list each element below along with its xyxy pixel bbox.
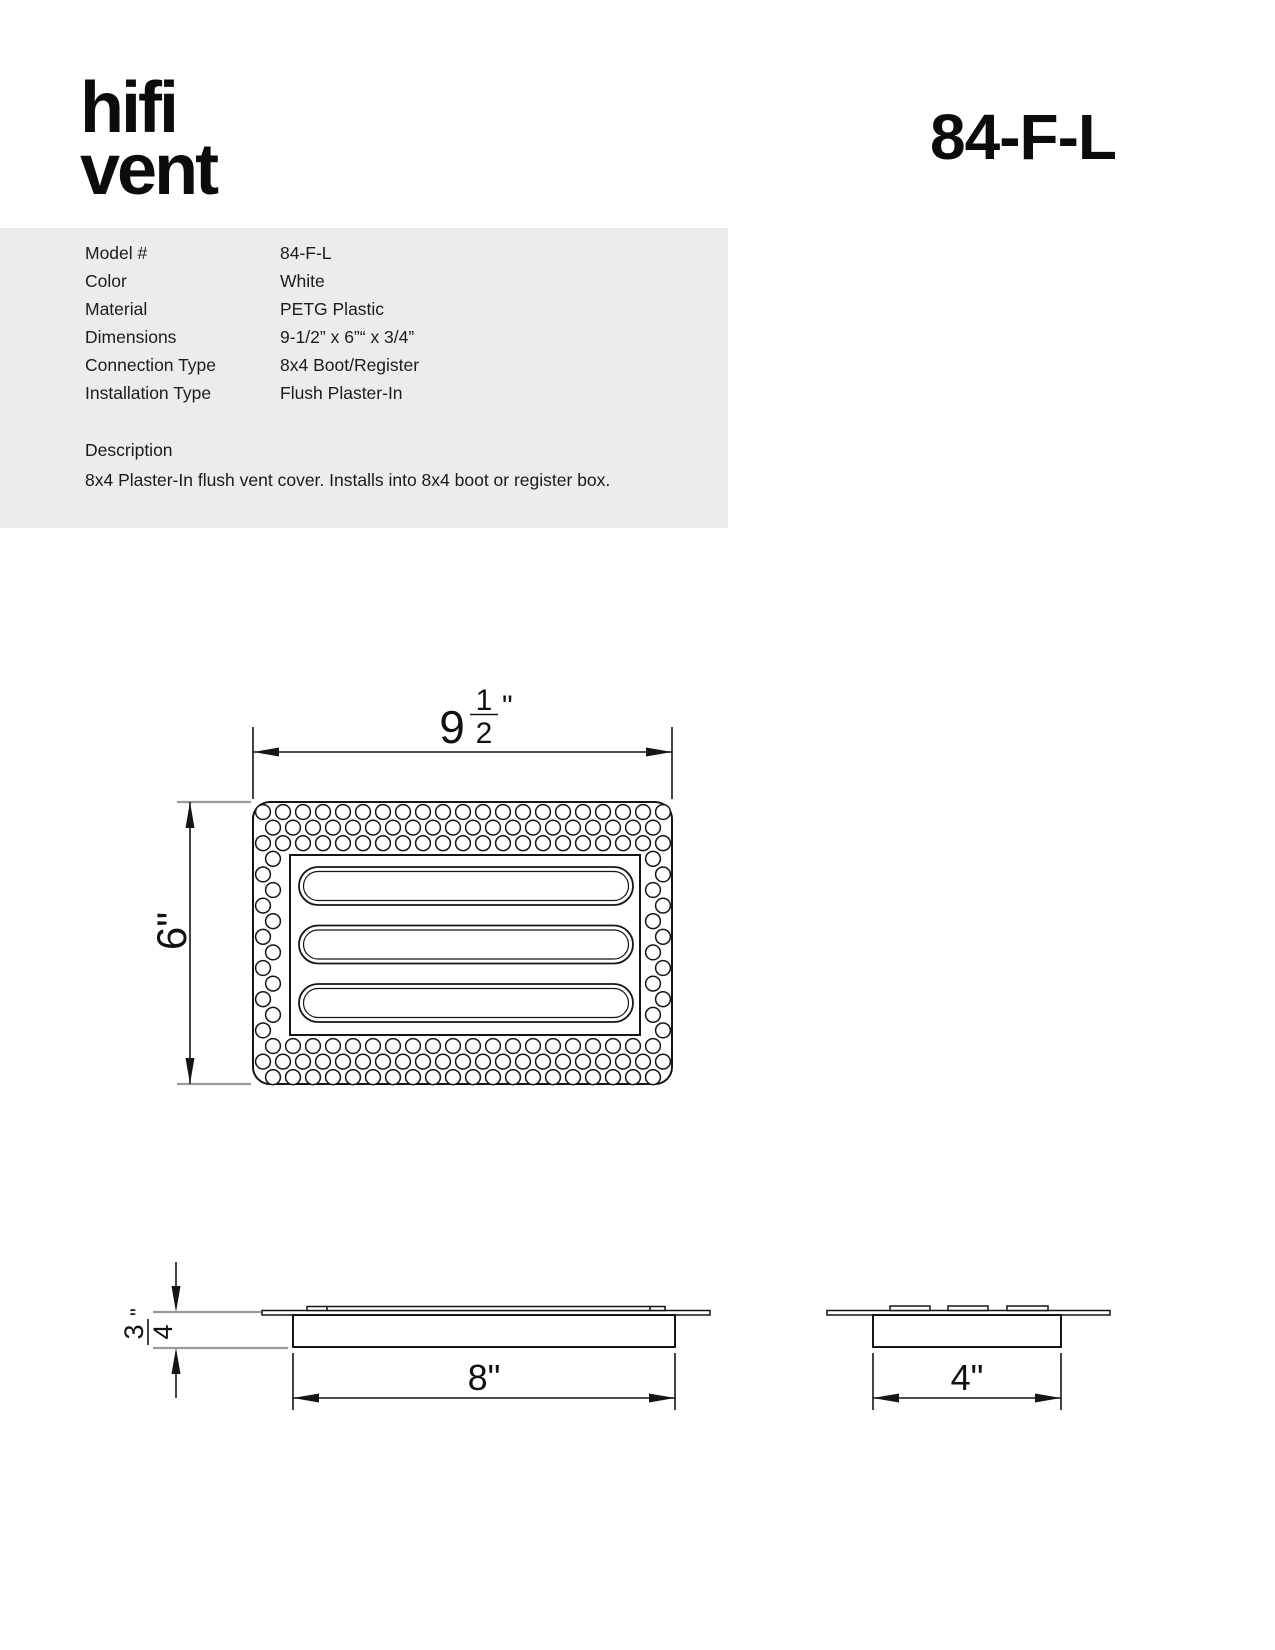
svg-text:": " [502,690,513,723]
perforation-hole [406,1039,421,1054]
perforation-hole [656,1023,671,1038]
perforation-hole [486,1039,501,1054]
perforation-hole [596,805,611,820]
svg-text:9: 9 [439,701,465,753]
perforation-hole [646,820,661,835]
depth-dimension-label [119,1308,178,1345]
perforation-hole [416,805,431,820]
perforation-hole [356,1054,371,1069]
perforation-hole [496,836,511,851]
svg-text:": " [126,1308,151,1316]
technical-drawing [0,560,1275,1480]
perforation-hole [256,898,271,913]
svg-text:6": 6" [148,911,195,951]
perforation-hole [656,898,671,913]
dim-arrow-left [873,1394,899,1403]
end-view-drawing [827,1306,1110,1410]
perforation-hole [446,820,461,835]
perforation-hole [586,1070,601,1085]
perforation-hole [466,1039,481,1054]
perforation-hole [276,1054,291,1069]
perforation-hole [306,1070,321,1085]
description-text: 8x4 Plaster-In flush vent cover. Installs into 8x4 boot or register box. [85,470,611,490]
dim-arrow-left [253,748,279,757]
perforation-hole [286,1039,301,1054]
perforation-hole [316,836,331,851]
perforation-hole [516,1054,531,1069]
spec-value: 8x4 Boot/Register [280,355,420,375]
perforation-hole [456,836,471,851]
perforation-hole [386,820,401,835]
dim-arrow-top [186,802,195,828]
perforation-hole [556,836,571,851]
perforation-hole [656,992,671,1007]
perforation-hole [316,805,331,820]
spec-panel [0,228,728,528]
perforation-hole [636,1054,651,1069]
perforation-hole [286,820,301,835]
perforation-hole [636,805,651,820]
perforation-hole [296,805,311,820]
perforation-hole [266,851,281,866]
perforation-hole [516,836,531,851]
perforation-hole [596,1054,611,1069]
perforation-hole [446,1070,461,1085]
spec-label: Material [85,299,148,319]
description-heading: Description [85,440,173,460]
perforation-hole [466,1070,481,1085]
perforation-hole [256,992,271,1007]
perforation-hole [276,805,291,820]
perforation-hole [346,1070,361,1085]
perforation-hole [286,1070,301,1085]
perforation-hole [646,945,661,960]
end-slot-rib-2 [948,1306,988,1311]
perforation-hole [596,836,611,851]
perforation-hole [646,1039,661,1054]
perforation-hole [646,976,661,991]
perforation-hole [466,820,481,835]
perforation-hole [656,1054,671,1069]
perforation-hole [656,961,671,976]
perforation-hole [336,1054,351,1069]
perforation-hole [646,1070,661,1085]
perforation-hole [336,805,351,820]
perforation-hole [436,805,451,820]
perforation-hole [496,805,511,820]
perforation-hole [266,883,281,898]
top-view-drawing [148,684,672,1085]
perforation-hole [376,836,391,851]
perforation-hole [556,1054,571,1069]
perforation-hole [566,820,581,835]
perforation-hole [256,867,271,882]
dim-arrow-left [293,1394,319,1403]
perforation-hole [396,836,411,851]
width-dimension [253,684,672,799]
perforation-hole [386,1070,401,1085]
perforation-hole [586,1039,601,1054]
perforation-hole [536,836,551,851]
dim-arrow-up [172,1348,181,1374]
brand-logo-line1: hifi [80,68,176,148]
perforation-hole [576,836,591,851]
perforation-hole [366,820,381,835]
perforation-hole [266,1007,281,1022]
spec-label: Model # [85,243,148,263]
perforation-hole [256,836,271,851]
spec-label: Connection Type [85,355,217,375]
vent-slots [299,867,633,1022]
perforation-hole [546,1039,561,1054]
perforation-hole [296,836,311,851]
svg-text:3: 3 [119,1324,149,1340]
perforation-hole [376,805,391,820]
height-dimension [148,802,251,1084]
perforation-hole [396,1054,411,1069]
perforation-hole [656,929,671,944]
perforation-hole [486,1070,501,1085]
perforation-hole [336,836,351,851]
perforation-hole [266,820,281,835]
dim-arrow-right [649,1394,675,1403]
brand-logo [80,68,217,210]
perforation-hole [326,1039,341,1054]
brand-logo-line2: vent [80,129,217,210]
spec-value: Flush Plaster-In [280,383,403,403]
perforation-hole [356,836,371,851]
perforation-hole [476,1054,491,1069]
perforation-hole [326,820,341,835]
perforation-hole [506,1039,521,1054]
end-width-label: 4" [950,1357,984,1398]
perforation-hole [306,1039,321,1054]
perforation-hole [256,805,271,820]
perforation-hole [636,836,651,851]
svg-text:4: 4 [148,1324,178,1340]
end-slot-rib-3 [1007,1306,1048,1311]
perforation-hole [626,1039,641,1054]
perforation-hole [576,805,591,820]
perforation-hole [656,836,671,851]
perforation-hole [406,820,421,835]
perforation-hole [256,929,271,944]
spec-table [85,239,419,407]
perforation-hole [476,836,491,851]
perforation-hole [416,1054,431,1069]
perforation-hole [266,945,281,960]
spec-value: PETG Plastic [280,299,385,319]
spec-label: Installation Type [85,383,212,403]
end-width-dimension [873,1353,1061,1410]
perforation-hole [546,1070,561,1085]
spec-label: Color [85,271,127,291]
width-dimension-label [439,684,512,753]
perforation-hole [586,820,601,835]
perforation-hole [606,1070,621,1085]
perforation-hole [566,1039,581,1054]
perforation-hole [536,805,551,820]
perforation-hole [426,1039,441,1054]
front-duct-box [293,1315,675,1347]
perforation-hole [266,914,281,929]
perforation-hole [346,1039,361,1054]
perforation-hole [386,1039,401,1054]
perforation-hole [646,883,661,898]
perforation-hole [506,1070,521,1085]
spec-row [85,351,419,379]
perforation-hole [366,1070,381,1085]
perforation-hole [266,976,281,991]
perforation-hole [526,820,541,835]
perforation-hole [316,1054,331,1069]
perforation-hole [476,805,491,820]
perforation-hole [556,805,571,820]
perforation-hole [656,805,671,820]
spec-label: Dimensions [85,327,177,347]
perforation-hole [516,805,531,820]
dim-arrow-right [646,748,672,757]
svg-text:1: 1 [475,684,493,717]
perforation-hole [646,851,661,866]
perforation-hole [306,820,321,835]
vent-slot-outer [299,984,633,1022]
perforation-hole [256,1023,271,1038]
perforation-hole [626,1070,641,1085]
perforation-hole [376,1054,391,1069]
perforation-hole [436,1054,451,1069]
perforation-hole [606,1039,621,1054]
perforation-hole [426,820,441,835]
perforation-hole [356,805,371,820]
perforation-hole [416,836,431,851]
perforation-hole [536,1054,551,1069]
front-width-dimension [293,1353,675,1410]
perforation-hole [546,820,561,835]
spec-row [85,323,419,351]
perforation-hole [526,1070,541,1085]
perforation-hole [256,961,271,976]
perforation-hole [256,1054,271,1069]
depth-dimension [119,1262,288,1398]
perforation-hole [616,836,631,851]
perforation-hole [396,805,411,820]
perforation-hole [526,1039,541,1054]
perforation-hole [486,820,501,835]
perforation-hole [456,1054,471,1069]
spec-row [85,267,419,295]
perforation-hole [266,1039,281,1054]
perforation-hole [296,1054,311,1069]
front-width-label: 8" [467,1357,501,1398]
dim-arrow-right [1035,1394,1061,1403]
perforation-hole [606,820,621,835]
front-view-drawing [119,1262,710,1410]
height-dimension-label [148,912,195,950]
perforation-hole [366,1039,381,1054]
perforation-hole [446,1039,461,1054]
perforation-hole [576,1054,591,1069]
end-slot-rib-1 [890,1306,930,1311]
spec-row [85,379,419,407]
perforation-hole [436,836,451,851]
perforation-hole [326,1070,341,1085]
front-raised-frame [307,1307,665,1311]
vent-slot-outer [299,926,633,964]
spec-row [85,239,419,267]
perforation-hole [346,820,361,835]
spec-value: 84-F-L [280,243,332,263]
spec-value: 9-1/2” x 6”“ x 3/4” [280,327,415,347]
perforation-hole [656,867,671,882]
perforation-hole [616,805,631,820]
svg-text:2: 2 [475,717,493,750]
perforation-hole [276,836,291,851]
perforation-hole [496,1054,511,1069]
perforation-hole [456,805,471,820]
perforation-hole [266,1070,281,1085]
perforation-hole [616,1054,631,1069]
page-title: 84-F-L [930,101,1116,173]
dim-arrow-bottom [186,1058,195,1084]
perforation-hole [506,820,521,835]
spec-value: White [280,271,325,291]
spec-row [85,295,419,323]
vent-slot-outer [299,867,633,905]
perforation-hole [646,1007,661,1022]
perforation-hole [626,820,641,835]
perforation-hole [426,1070,441,1085]
perforation-hole [646,914,661,929]
perforation-hole [406,1070,421,1085]
end-duct-box [873,1315,1061,1347]
dim-arrow-down [172,1286,181,1312]
perforation-hole [566,1070,581,1085]
